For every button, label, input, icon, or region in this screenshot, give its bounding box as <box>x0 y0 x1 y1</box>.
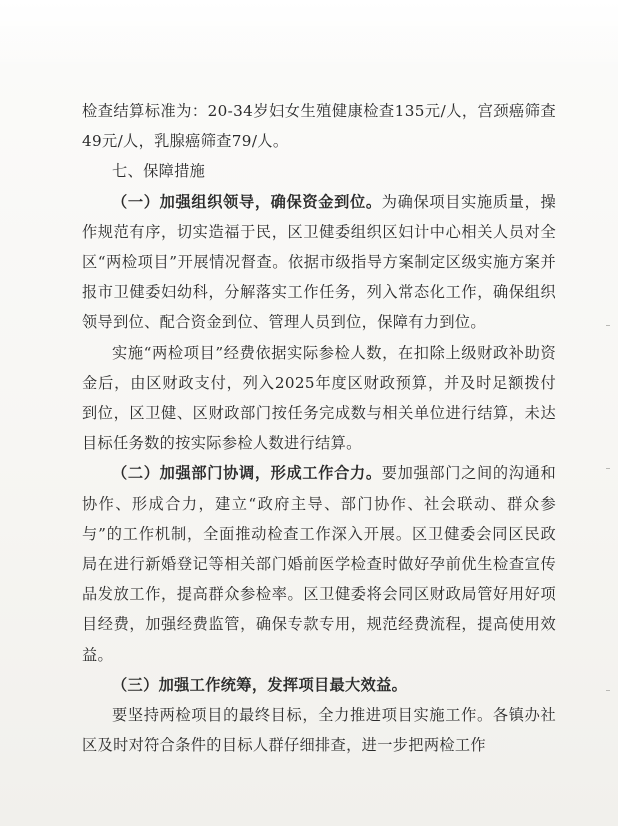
section-heading <box>82 156 556 186</box>
scan-margin-mark <box>606 325 610 326</box>
subsection-2-title: （二）加强部门协调，形成工作合力。 <box>112 464 382 483</box>
subsection-2 <box>82 458 556 669</box>
scan-margin-mark <box>606 690 610 691</box>
subsection-2-body: 要加强部门之间的沟通和协作、形成合力，建立“政府主导、部门协作、社会联动、群众参与”的工作机制，全面推动检查工作深入开展。区卫健委会同区民政局在进行新婚登记等相关部门婚前医学检查时做好孕前优生检查宣传品发放工作，提高群众参检率。区卫健委将会同区财政局管好用好项目经费，加强经费监管，确保专款专用，规范经费流程，提高使用效益。 <box>82 464 556 664</box>
subsection-3-heading <box>82 670 556 700</box>
subsection-3 <box>82 700 556 760</box>
document-body <box>82 96 556 760</box>
subsection-3-body: 要坚持两检项目的最终目标，全力推进项目实施工作。各镇办社区及时对符合条件的目标人群仔细排查，进一步把两检工作 <box>82 706 556 755</box>
subsection-1-paragraph-2 <box>82 338 556 459</box>
subsection-3-title: （三）加强工作统筹，发挥项目最大效益。 <box>112 675 408 694</box>
subsection-1-title: （一）加强组织领导，确保资金到位。 <box>112 192 382 211</box>
standards-text: 检查结算标准为：20-34岁妇女生殖健康检查135元/人，宫颈癌筛查49元/人，乳腺癌筛查79/人。 <box>82 102 556 151</box>
paragraph-standards <box>82 96 556 156</box>
section-heading-text: 七、保障措施 <box>112 162 206 181</box>
subsection-1-body: 为确保项目实施质量，操作规范有序，切实造福于民，区卫健委组织区妇计中心相关人员对全区“两检项目”开展情况督查。依据市级指导方案制定区级实施方案并报市卫健委妇幼科，分解落实工作任务，列入常态化工作，确保组织领导到位、配合资金到位、管理人员到位，保障有力到位。 <box>82 192 556 332</box>
page-top-shade <box>0 0 618 70</box>
subsection-1 <box>82 187 556 338</box>
scan-margin-mark <box>606 468 610 469</box>
subsection-1-body-2: 实施“两检项目”经费依据实际参检人数，在扣除上级财政补助资金后，由区财政支付，列入2025年度区财政预算，并及时足额拨付到位，区卫健、区财政部门按任务完成数与相关单位进行结算，未达目标任务数的按实际参检人数进行结算。 <box>82 343 556 453</box>
